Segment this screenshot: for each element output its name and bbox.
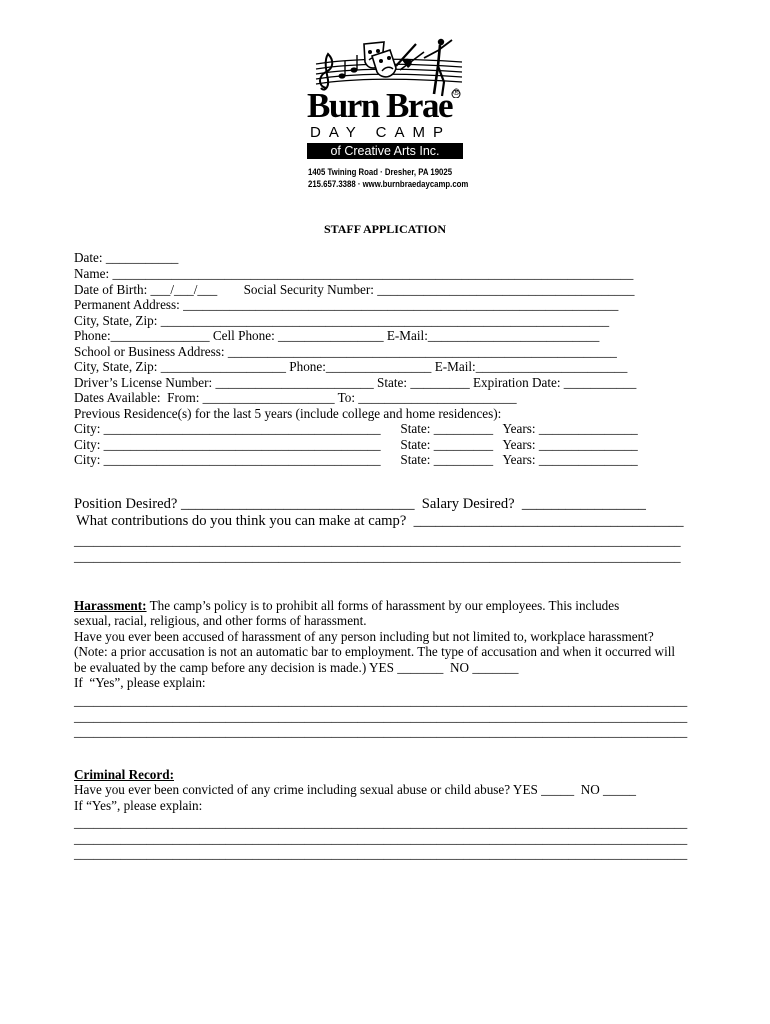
contributions-field[interactable]: What contributions do you think you can make at camp? _____________________________________ [76, 513, 684, 529]
previous-residences-label: Previous Residence(s) for the last 5 years (include college and home residences): [74, 406, 502, 421]
previous-residence-row[interactable]: City: __________________________________________ State: _________ Years: _______________ [74, 437, 638, 452]
harassment-explain-line[interactable]: _____________________________________________________________________________________________ [74, 709, 688, 724]
brand-org-banner: of Creative Arts Inc. [307, 143, 463, 159]
harassment-yes-no-field[interactable]: be evaluated by the camp before any decision is made.) YES _______ NO _______ [74, 660, 519, 675]
name-field[interactable]: Name: _______________________________________________________________________________ [74, 266, 634, 281]
criminal-explain-line[interactable]: _____________________________________________________________________________________________ [74, 815, 688, 830]
brand-tagline: DAY CAMP [310, 124, 451, 141]
brand-name: Burn Brae [307, 86, 452, 125]
contributions-line[interactable]: ____________________________________________________________________________________________ [74, 533, 681, 548]
school-address-field[interactable]: School or Business Address: ___________________________________________________________ [74, 344, 617, 359]
permanent-address-field[interactable]: Permanent Address: __________________________________________________________________ [74, 297, 619, 312]
criminal-record-yes-no-field[interactable]: Have you ever been convicted of any crime including sexual abuse or child abuse? YES _____ NO _____ [74, 782, 637, 797]
previous-residence-row[interactable]: City: __________________________________________ State: _________ Years: _______________ [74, 452, 638, 467]
criminal-explain-line[interactable]: _____________________________________________________________________________________________ [74, 846, 688, 861]
dob-ssn-field[interactable]: Date of Birth: ___/___/___ Social Security Number: _______________________________________ [74, 282, 635, 297]
form-title: STAFF APPLICATION [323, 222, 447, 236]
drivers-license-field[interactable]: Driver’s License Number: ________________________ State: _________ Expiration Date: ___________ [74, 375, 637, 390]
registered-mark: ® [453, 87, 460, 97]
camp-contact: 215.657.3388 · www.burnbraedaycamp.com [308, 179, 469, 190]
date-field[interactable]: Date: ___________ [74, 250, 179, 265]
previous-residence-row[interactable]: City: __________________________________________ State: _________ Years: _______________ [74, 421, 638, 436]
harassment-explain-label: If “Yes”, please explain: [74, 675, 206, 690]
criminal-explain-label: If “Yes”, please explain: [74, 798, 203, 813]
harassment-policy-text: sexual, racial, religious, and other forms of harassment. [74, 613, 367, 628]
school-city-phone-email-field[interactable]: City, State, Zip: ___________________ Phone:________________ E-Mail:_______________________ [74, 359, 628, 374]
dates-available-field[interactable]: Dates Available: From: ____________________ To: ________________________ [74, 390, 517, 405]
harassment-explain-line[interactable]: _____________________________________________________________________________________________ [74, 724, 688, 739]
criminal-explain-line[interactable]: _____________________________________________________________________________________________ [74, 831, 688, 846]
harassment-paragraph-line [74, 598, 619, 614]
harassment-policy-text: The camp’s policy is to prohibit all forms of harassment by our employees. This includes [146, 598, 620, 613]
harassment-explain-line[interactable]: _____________________________________________________________________________________________ [74, 693, 688, 708]
harassment-question: Have you ever been accused of harassment of any person including but not limited to, workplace harassment? [74, 629, 654, 644]
harassment-heading: Harassment: [74, 598, 147, 613]
criminal-record-heading: Criminal Record: [74, 767, 174, 782]
camp-address: 1405 Twining Road · Dresher, PA 19025 [308, 167, 453, 178]
phone-cell-email-field[interactable]: Phone:_______________ Cell Phone: ________________ E-Mail:__________________________ [74, 328, 600, 343]
city-state-zip-field[interactable]: City, State, Zip: ____________________________________________________________________ [74, 313, 610, 328]
camp-logo [304, 36, 469, 192]
harassment-note: (Note: a prior accusation is not an automatic bar to employment. The type of accusation and when it occurred will [74, 644, 676, 659]
contributions-line[interactable]: ____________________________________________________________________________________________ [74, 549, 681, 564]
position-salary-field[interactable]: Position Desired? ________________________________ Salary Desired? _________________ [74, 496, 646, 512]
